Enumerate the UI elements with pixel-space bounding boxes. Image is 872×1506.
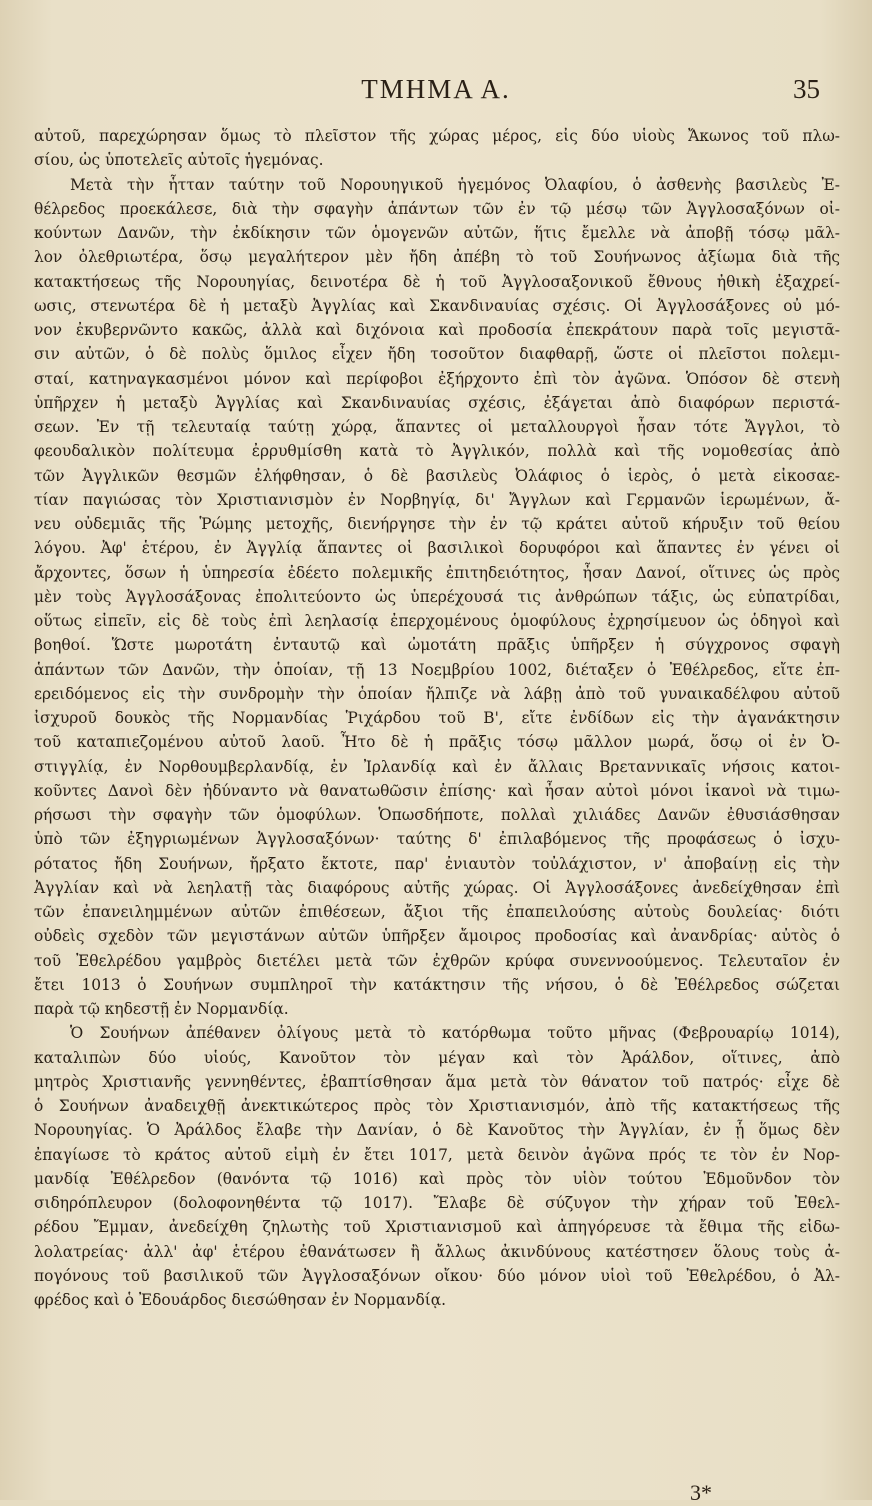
text-line: νον ἐκυβερνῶντο κακῶς, ἀλλὰ καὶ διχόνοια καὶ προδοσία ἐπεκράτουν παρὰ τοῖς μεγιστᾶ- bbox=[34, 321, 840, 339]
text-line: ερειδόμενος εἰς τὴν συνδρομὴν τὴν ὁποίαν ἤλπιζε νὰ λάβῃ ἀπὸ τοῦ γυναικαδέλφου αὐτοῦ bbox=[34, 684, 840, 703]
text-line: αὐτοῦ, παρεχώρησαν ὅμως τὸ πλεῖστον τῆς χώρας μέρος, εἰς δύο υἱοὺς Ἄκωνος τοῦ πλω- bbox=[34, 127, 840, 145]
text-line: σίου, ὡς ὑποτελεῖς αὐτοῖς ἡγεμόνας. bbox=[34, 151, 324, 170]
text-line: θέλρεδος προεκάλεσε, διὰ τὴν σφαγὴν ἁπάντων τῶν ἐν τῷ μέσῳ τῶν Ἀγγλοσαξόνων οἰ- bbox=[34, 199, 840, 218]
text-line: φρέδος καὶ ὁ Ἐδουάρδος διεσώθησαν ἐν Νορμανδίᾳ. bbox=[34, 1291, 447, 1309]
text-line: τοῦ καταπιεζομένου αὐτοῦ λαοῦ. Ἦτο δὲ ἡ πρᾶξις τόσῳ μᾶλλον μωρά, ὅσῳ οἱ ἐν Ὀ- bbox=[34, 733, 840, 752]
text-line: λόγου. Ἀφ' ἑτέρου, ἐν Ἀγγλίᾳ ἅπαντες οἱ βασιλικοὶ δορυφόροι καὶ ἅπαντες ἐν γένει οἱ bbox=[34, 539, 840, 558]
text-line: Ἀγγλίαν καὶ νὰ λεηλατῇ τὰς διαφόρους αὐτῆς χώρας. Οἱ Ἀγγλοσάξονες ἀνεδείχθησαν ἐπὶ bbox=[34, 878, 840, 897]
text-line: σεων. Ἐν τῇ τελευταίᾳ ταύτῃ χώρᾳ, ἅπαντες οἱ μεταλλουργοὶ ἦσαν τότε Ἄγγλοι, τὸ bbox=[34, 418, 840, 436]
text-line: ὑπὸ τῶν ἐξηγριωμένων Ἀγγλοσαξόνων· ταύτης δ' ἐπιλαβόμενος τῆς προφάσεως ὁ ἰσχυ- bbox=[34, 830, 840, 849]
text-line: τίαν παγιώσας τὸν Χριστιανισμὸν ἐν Νορβηγίᾳ, δι' Ἄγγλων καὶ Γερμανῶν ἱερωμένων, ἄ- bbox=[34, 490, 840, 509]
text-line: μανδίᾳ Ἐθέλρεδον (θανόντα τῷ 1016) καὶ πρὸς τὸν υἱὸν τούτου Ἐδμοῦνδον τὸν bbox=[34, 1169, 840, 1188]
text-line: λον ὀλεθριωτέρα, ὅσῳ μεγαλήτερον μὲν ἤδη ἀπέβη τὸ τοῦ Σουήνωνος ἀξίωμα διὰ τῆς bbox=[34, 248, 840, 267]
text-line: σταί, κατηναγκασμένοι μόνον καὶ περίφοβοι ἐξήρχοντο ἐπὶ τὸν ἀγῶνα. Ὁπόσον δὲ στενὴ bbox=[34, 369, 840, 388]
text-line: τοῦ Ἐθελρέδου γαμβρὸς διετέλει μετὰ τῶν ἐχθρῶν κρύφα συνεννοούμενος. Τελευταῖον ἐν bbox=[34, 951, 840, 970]
printer-signature-mark: 3* bbox=[690, 1480, 712, 1505]
text-line: ἄρχοντες, ὅσων ἡ ὑπηρεσία ἐδέετο πολεμικῆς ἐπιτηδειότητος, ἦσαν Δανοί, οἵτινες ὡς πρὸς bbox=[34, 563, 840, 582]
text-line: σιν αὐτῶν, ὁ δὲ πολὺς ὅμιλος εἶχεν ἤδη τοσοῦτον διαφθαρῇ, ὥστε οἱ πλεῖστοι πολεμι- bbox=[34, 345, 840, 364]
text-line: πογόνους τοῦ βασιλικοῦ τῶν Ἀγγλοσαξόνων οἴκου· δύο μόνον υἱοὶ τοῦ Ἐθελρέδου, ὁ Ἀλ- bbox=[34, 1266, 840, 1285]
text-line: ὁ Σουήνων ἀναδειχθῇ ἀνεκτικώτερος πρὸς τὸν Χριστιανισμόν, ἀπὸ τῆς κατακτήσεως τῆς bbox=[34, 1097, 840, 1115]
text-line: κατακτήσεως τῆς Νορουηγίας, δεινοτέρα δὲ ἡ τοῦ Ἀγγλοσαξονικοῦ ἔθνους ἠθικὴ ἐξαχρεί- bbox=[34, 272, 840, 291]
text-line: ωσις, στενωτέρα δὲ ἡ μεταξὺ Ἀγγλίας καὶ Σκανδιναυίας σχέσις. Οἱ Ἀγγλοσάξονες οὐ μό- bbox=[34, 296, 840, 315]
text-line: καταλιπὼν δύο υἱούς, Κανοῦτον τὸν μέγαν καὶ τὸν Ἀράλδον, οἵτινες, ἀπὸ bbox=[34, 1048, 840, 1067]
text-line: βοηθοί. Ὥστε μωροτάτη ἐνταυτῷ καὶ ὠμοτάτη πρᾶξις ὑπῆρξεν ἡ σύγχρονος σφαγὴ bbox=[34, 636, 840, 655]
text-line: ἔτει 1013 ὁ Σουήνων συμπληροῖ τὴν κατάκτησιν τῆς νήσου, ὁ δὲ Ἐθέλρεδος σώζεται bbox=[34, 975, 840, 994]
body-text bbox=[34, 124, 840, 1312]
text-line: τῶν ἐπανειλημμένων αὐτῶν ἐπιθέσεων, ἄξιοι τῆς ἐπαπειλούσης αὐτοὺς δουλείας· διότι bbox=[34, 903, 840, 921]
text-line: ἰσχυροῦ δουκὸς τῆς Νορμανδίας Ῥιχάρδου τοῦ Β', εἴτε ἐνδίδων εἰς τὴν ἀγανάκτησιν bbox=[34, 709, 840, 727]
text-line: νευ οὐδεμιᾶς τῆς Ῥώμης μετοχῆς, διενήργησε τὴν ἐν τῷ κράτει αὐτοῦ κήρυξιν τοῦ θείου bbox=[34, 515, 840, 533]
text-line: ὑπῆρχεν ἡ μεταξὺ Ἀγγλίας καὶ Σκανδιναυίας σχέσις, ἐξάγεται ἀπὸ διαφόρων περιστά- bbox=[34, 393, 840, 412]
text-line: Μετὰ τὴν ἧτταν ταύτην τοῦ Νορουηγικοῦ ἡγεμόνος Ὀλαφίου, ὁ ἀσθενὴς βασιλεὺς Ἐ- bbox=[70, 175, 840, 194]
text-line: ρότατος ἤδη Σουήνων, ἤρξατο ἔκτοτε, παρ' ἐνιαυτὸν τοὐλάχιστον, ν' ἀποβαίνῃ εἰς τὴν bbox=[34, 854, 840, 873]
text-line: ρέδου Ἔμμαν, ἀνεδείχθη ζηλωτὴς τοῦ Χριστιανισμοῦ καὶ ἀπηγόρευσε τὰ ἔθιμα τῆς εἰδω- bbox=[34, 1218, 840, 1237]
text-line: οὐδεὶς σχεδὸν τῶν μεγιστάνων αὐτῶν ὑπῆρξεν ἄμοιρος προδοσίας καὶ ἀνανδρίας· αὐτὸς ὁ bbox=[34, 927, 840, 946]
text-line: ἁπάντων τῶν Δανῶν, τὴν ὁποίαν, τῇ 13 Νοεμβρίου 1002, διέταξεν ὁ Ἐθέλρεδος, εἴτε ἐπ- bbox=[34, 660, 840, 679]
text-line: μὲν τοὺς Ἀγγλοσάξονας ἐπολιτεύοντο ὡς ὑπερέχουσά τις ἀνθρώπων τάξις, ὡς εὐπατρίδαι, bbox=[34, 587, 840, 606]
text-line: λολατρείας· ἀλλ' ἀφ' ἑτέρου ἐθανάτωσεν ἢ ἄλλως ἀκινδύνους κατέστησεν ὅλους τοὺς ἀ- bbox=[34, 1242, 840, 1261]
text-line: τῶν Ἀγγλικῶν θεσμῶν ἐλήφθησαν, ὁ δὲ βασιλεὺς Ὀλάφιος ὁ ἱερὸς, ὁ μετὰ εἰκοσαε- bbox=[34, 466, 840, 485]
text-line: κούντων Δανῶν, τὴν ἐκδίκησιν τῶν ὁμογενῶν αὐτῶν, ἥτις ἔμελλε νὰ ἀποβῇ τόσῳ μᾶλ- bbox=[34, 224, 840, 242]
text-line: στιγγλίᾳ, ἐν Νορθουμβερλανδίᾳ, ἐν Ἰρλανδίᾳ καὶ ἐν ἄλλαις Βρεταννικαῖς νήσοις κατοι- bbox=[34, 757, 840, 776]
text-line: οὕτως εἰπεῖν, εἰς δὲ τοὺς ἐπὶ λεηλασίᾳ ἐπερχομένους ὁμοφύλους ἐχρησίμευον ὡς ὁδηγοὶ καὶ bbox=[34, 612, 840, 630]
text-line: Ὁ Σουήνων ἀπέθανεν ὀλίγους μετὰ τὸ κατόρθωμα τοῦτο μῆνας (Φεβρουαρίῳ 1014), bbox=[70, 1024, 840, 1043]
text-line: κοῦντες Δανοὶ δὲν ἠδύναντο νὰ θανατωθῶσιν ἐπίσης· καὶ ἦσαν αὐτοὶ μόνοι ἱκανοὶ νὰ τιμω- bbox=[34, 781, 840, 800]
page-header bbox=[0, 74, 872, 114]
running-title: ΤΜΗΜΑ Α. bbox=[361, 74, 511, 104]
text-line: μητρὸς Χριστιανῆς γεννηθέντες, ἐβαπτίσθησαν ἅμα μετὰ τὸν θάνατον τοῦ πατρός· εἶχε δὲ bbox=[34, 1072, 840, 1091]
text-line: ρήσωσι τὴν σφαγὴν τῶν ὁμοφύλων. Ὁπωσδήποτε, πολλαὶ χιλιάδες Δανῶν ἐθυσιάσθησαν bbox=[34, 806, 840, 824]
text-line: φεουδαλικὸν πολίτευμα ἐρρυθμίσθη κατὰ τὸ Ἀγγλικόν, πολλὰ καὶ τῆς νομοθεσίας ἀπὸ bbox=[34, 442, 840, 461]
text-line: σιδηρόπλευρον (δολοφονηθέντα τῷ 1017). Ἔλαβε δὲ σύζυγον τὴν χήραν τοῦ Ἐθελ- bbox=[34, 1194, 840, 1212]
text-line: παρὰ τῷ κηδεστῇ ἐν Νορμανδίᾳ. bbox=[34, 1000, 289, 1018]
text-line: Νορουηγίας. Ὁ Ἀράλδος ἔλαβε τὴν Δανίαν, ὁ δὲ Κανοῦτος τὴν Ἀγγλίαν, ἐν ᾗ ὅμως δὲν bbox=[34, 1121, 840, 1140]
page-number: 35 bbox=[793, 74, 820, 104]
text-line: ἐπαγίωσε τὸ κράτος αὐτοῦ εἰμὴ ἐν ἔτει 1017, μετὰ δεινὸν ἀγῶνα πρός τε τὸν ἐν Νορ- bbox=[34, 1145, 840, 1164]
